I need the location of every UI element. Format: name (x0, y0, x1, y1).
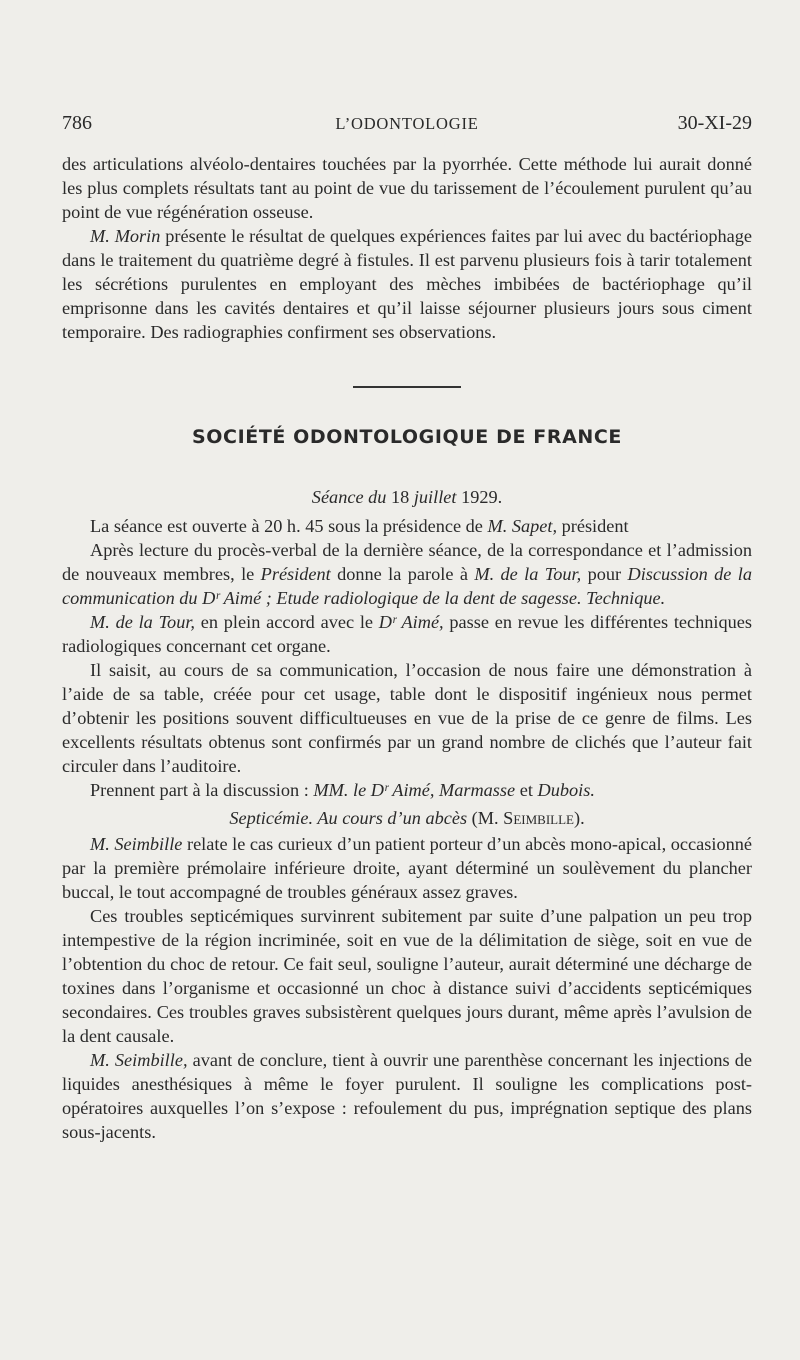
morin-paragraph (62, 224, 752, 344)
paragraph-text: donne la parole à (330, 564, 475, 584)
page-number: 786 (62, 112, 92, 134)
running-header (62, 112, 752, 142)
doctor-name: Dʳ Aimé, (378, 612, 444, 632)
paragraph-text: Ces troubles septicémiques survinrent subitement par suite d’une palpation un peu trop intempestive de la région incriminée, soit en vue de la délimitation de siège, soit en vue de l’obtention du choc de retour. Ce fait seul, souligne l’auteur, aurait déterminé une décharge de toxines dans l’organisme et occasionné un choc à distance suivi d’accidents septicémiques secondaires. Ces troubles graves subsistèrent quelques jours durant, même après l’avulsion de la dent causale. (62, 906, 752, 1046)
author-close: ). (573, 808, 585, 828)
paragraph-text: Après lecture du procès-verbal de la dernière séance, de la correspondance et l’admission de nouveaux membres, le (62, 540, 752, 584)
session-day: 18 (390, 487, 410, 507)
section-divider (353, 386, 461, 388)
discussion-paragraph (62, 778, 752, 802)
paragraph-text: avant de conclure, tient à ouvrir une parenthèse concernant les injections de liquides anesthésiques à même le foyer purulent. Il souligne les complications post-opératoires auxquelles l’on s’expose : refoulement du pus, imprégnation septique des plans sous-jacents. (62, 1050, 753, 1142)
subsection-heading (62, 806, 752, 830)
paragraph-text: Il saisit, au cours de sa communication, l’occasion de nous faire une démonstration à l’aide de sa table, créée pour cet usage, table dont le dispositif ingénieux nous permet d’obtenir les positions souvent difficultueuses en vue de la prise de ce genre de films. Les excellents résultats obtenus sont confirmés par un grand nombre de clichés que l’auteur fait circuler dans l’auditoire. (62, 660, 752, 776)
section-title: SOCIÉTÉ ODONTOLOGIQUE DE FRANCE (192, 426, 622, 448)
paragraph-text: présente le résultat de quelques expériences faites par lui avec du bactériophage dans le traitement du quatrième degré à fistules. Il est parvenu plusieurs fois à tarir totalement les sécrétions purulentes en employant des mèches imbibées de bactériophage qu’il emprisonne dans les cavités dentaires et qu’il laisse séjourner plusieurs jours sous ciment temporaire. Des radiographies confirment ses observations. (62, 226, 753, 342)
session-month: juillet (409, 487, 462, 507)
president-title: Président (260, 564, 331, 584)
paragraph-text: La séance est ouverte à 20 h. 45 sous la présidence de (90, 516, 488, 536)
paragraph-text: Prennent part à la discussion : (90, 780, 314, 800)
paragraph-text: en plein accord avec le (195, 612, 379, 632)
demonstration-paragraph (62, 658, 752, 778)
paragraph-text: et (515, 780, 538, 800)
issue-date: 30-XI-29 (677, 112, 752, 134)
agenda-paragraph (62, 538, 752, 610)
speaker-name: M. de la Tour, (474, 564, 582, 584)
session-end: . (497, 487, 503, 507)
session-year: 1929 (461, 487, 498, 507)
paragraph-text: président (557, 516, 629, 536)
president-name: M. Sapet, (487, 516, 558, 536)
case-paragraph (62, 832, 752, 904)
participant-names: MM. le Dʳ Aimé, Marmasse (313, 780, 516, 800)
paragraph-text: passe en revue les différentes techniques radiologiques concernant cet organe. (62, 612, 752, 656)
author-name: M. Seimbille, (90, 1050, 188, 1070)
continuation-text: des articulations alvéolo-dentaires touchées par la pyorrhée. Cette méthode lui aurait donné les plus complets résultats tant au point de vue du tarissement de l’écoulement purulent qu’au point de vue régénération osseuse. (62, 154, 752, 222)
session-heading (62, 485, 752, 509)
subsection-title: Septicémie. Au cours d’un abcès (229, 808, 468, 828)
subsection-author: Seimbille (503, 808, 574, 828)
opening-paragraph (62, 514, 752, 538)
paragraph-text: pour (581, 564, 628, 584)
speaker-name: M. de la Tour, (90, 612, 195, 632)
tour-paragraph (62, 610, 752, 658)
author-name: M. Morin (90, 226, 161, 246)
continuation-paragraph (62, 152, 752, 224)
session-prefix: Séance du (311, 487, 391, 507)
author-name: M. Seimbille (90, 834, 183, 854)
participant-name: Dubois. (537, 780, 595, 800)
journal-title: L’ODONTOLOGIE (335, 114, 479, 133)
main-text (62, 152, 752, 1144)
symptoms-paragraph (62, 904, 752, 1048)
discussion-topic: Discussion de la communication du Dʳ Aimé ; Etude radiologique de la dent de sagesse. Technique. (62, 564, 753, 608)
author-open: (M. (467, 808, 504, 828)
paragraph-text: relate le cas curieux d’un patient porteur d’un abcès mono-apical, occasionné par la première prémolaire inférieure droite, ayant déterminé un soulèvement du plancher buccal, le tout accompagné de troubles généraux assez graves. (62, 834, 752, 902)
conclusion-paragraph (62, 1048, 752, 1144)
